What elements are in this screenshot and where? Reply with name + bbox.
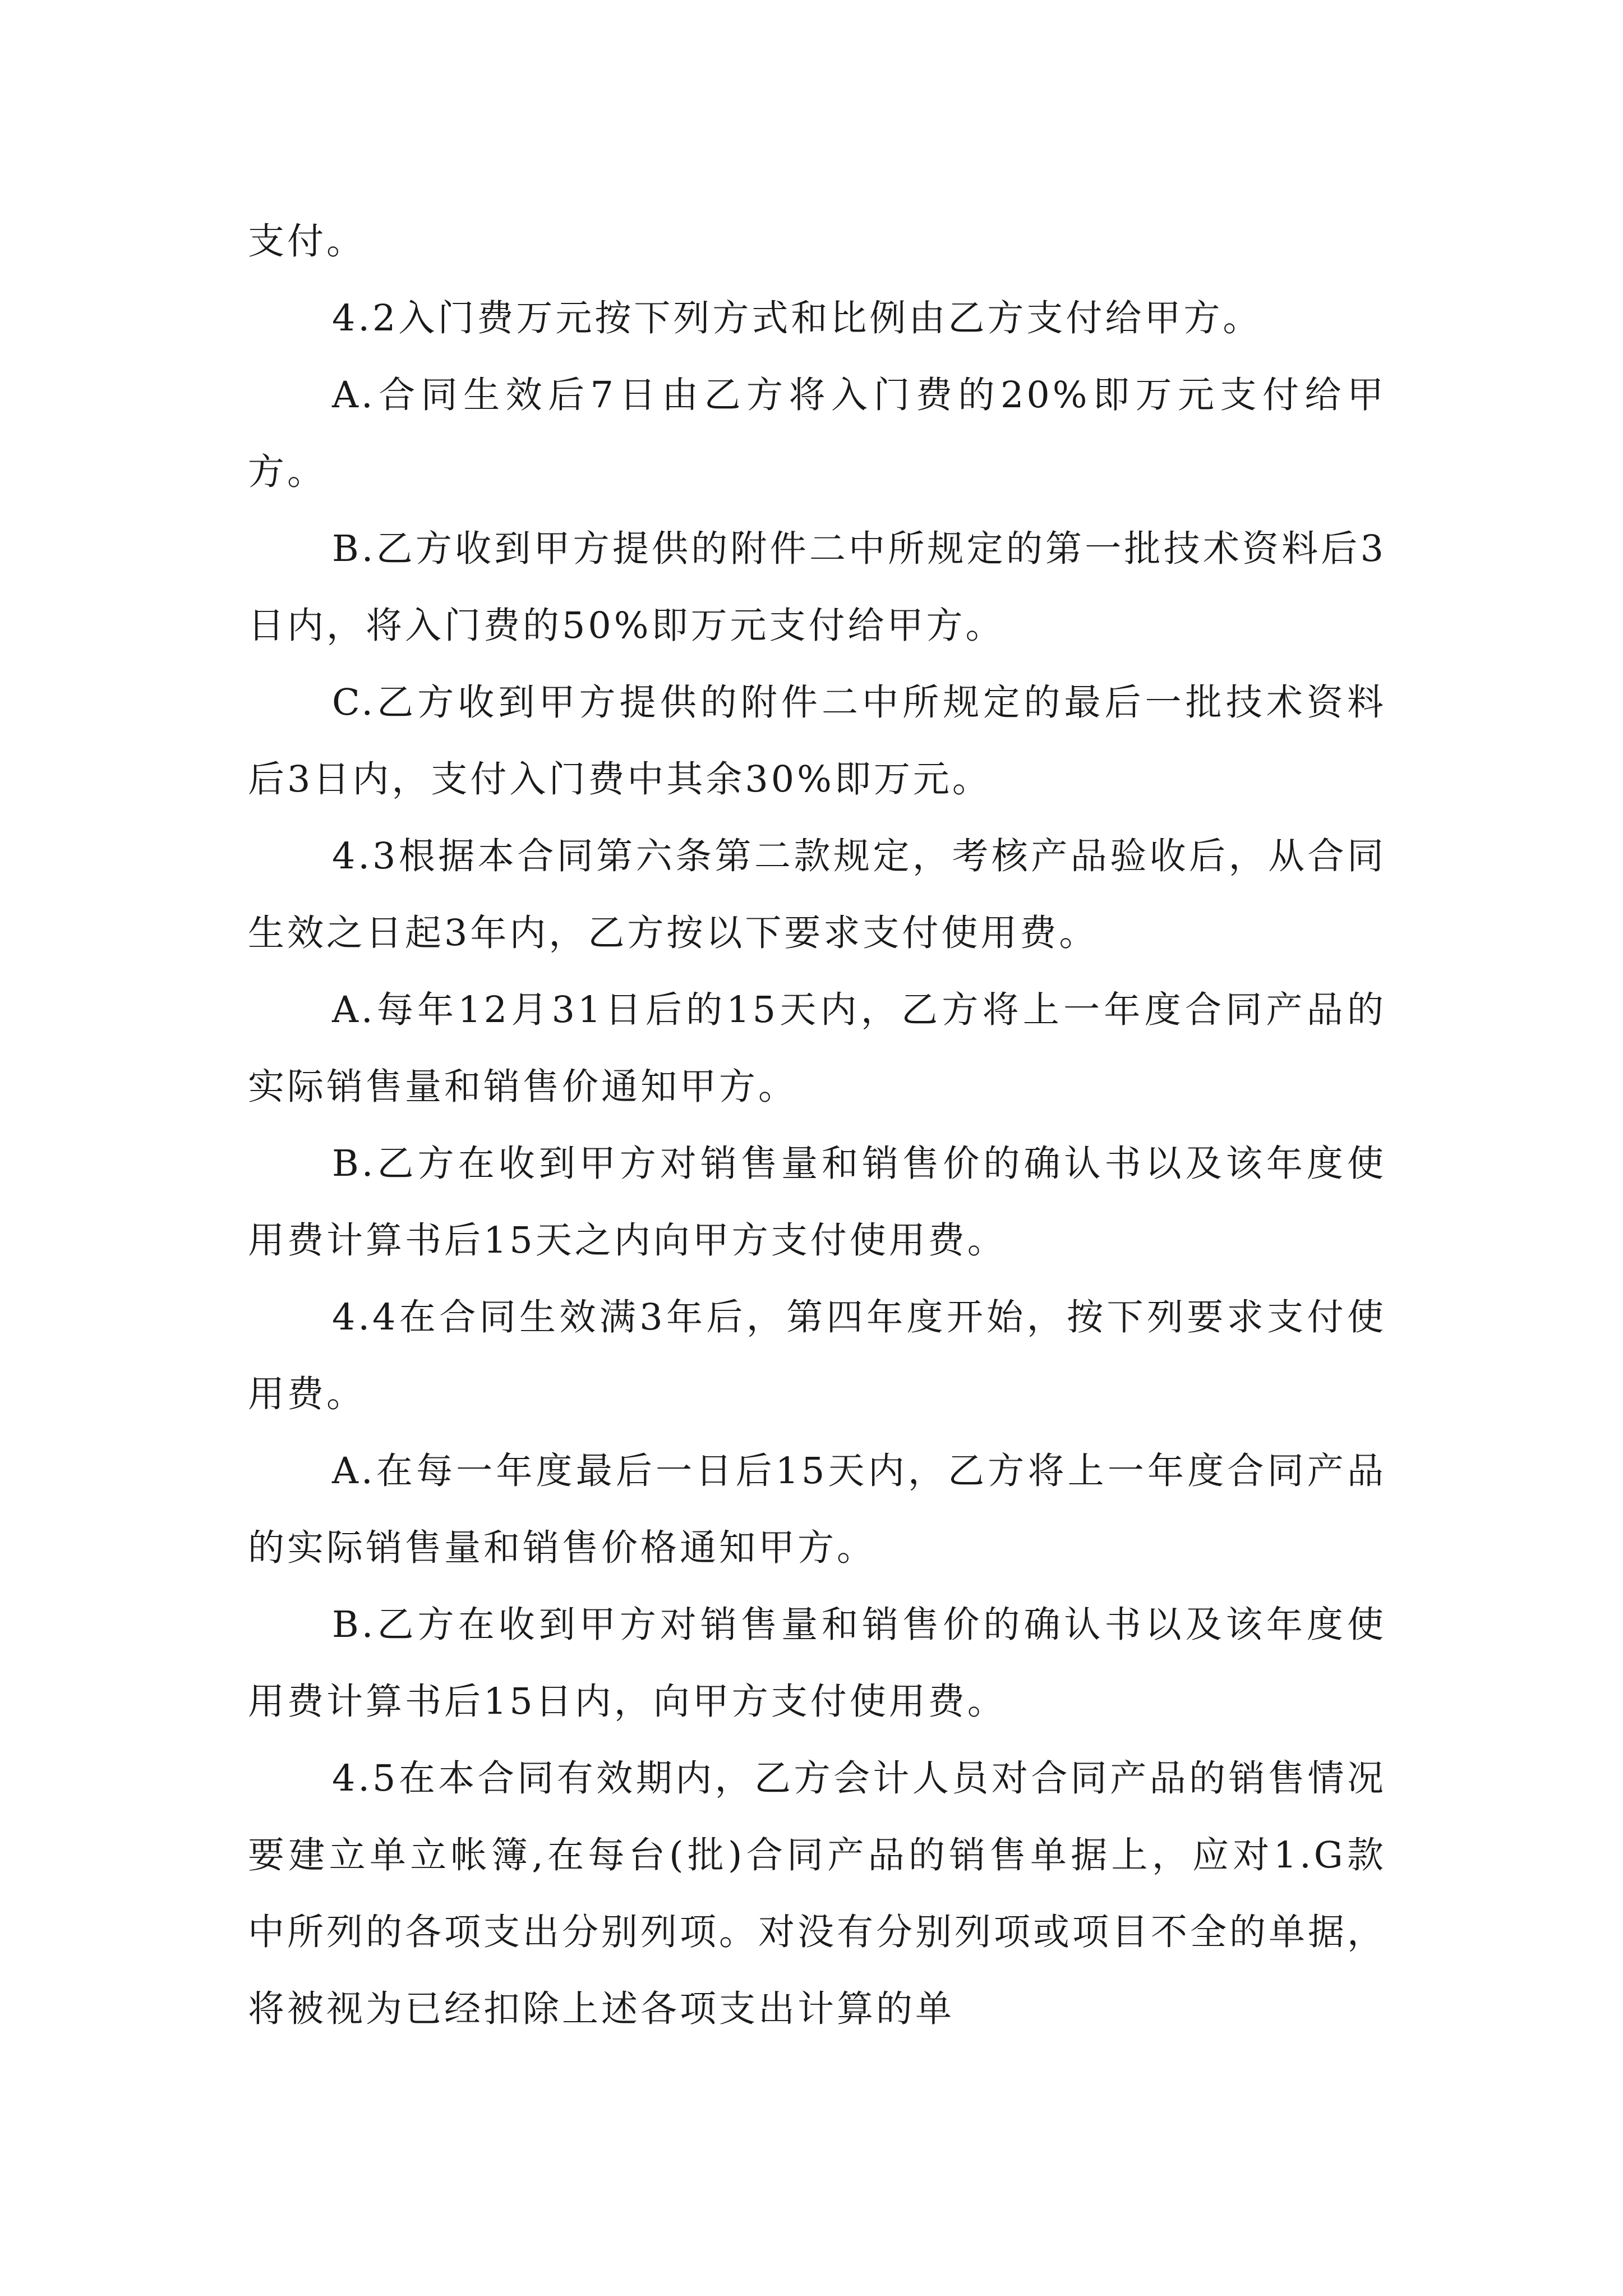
paragraph-4-4: 4.4在合同生效满3年后，第四年度开始，按下列要求支付使用费。 (248, 1296, 1386, 1415)
paragraph-4-2-b: B.乙方收到甲方提供的附件二中所规定的第一批技术资料后3日内，将入门费的50%即万元支付给甲方。 (248, 528, 1386, 647)
paragraph-4-2-c: C.乙方收到甲方提供的附件二中所规定的最后一批技术资料后3日内，支付入门费中其余30%即万元。 (248, 682, 1386, 800)
paragraph-4-3: 4.3根据本合同第六条第二款规定，考核产品验收后，从合同生效之日起3年内，乙方按以下要求支付使用费。 (248, 835, 1386, 954)
paragraph-payment-end: 支付。 (248, 220, 366, 263)
paragraph-4-5: 4.5在本合同有效期内，乙方会计人员对合同产品的销售情况要建立单立帐簿,在每台(批)合同产品的销售单据上，应对1.G款中所列的各项支出分别列项。对没有分别列项或项目不全的单据，将被视为已经扣除上述各项支出计算的单 (248, 1757, 1387, 2030)
paragraph-4-3-b: B.乙方在收到甲方对销售量和销售价的确认书以及该年度使用费计算书后15天之内向甲方支付使用费。 (248, 1143, 1386, 1262)
paragraph-4-4-a: A.在每一年度最后一日后15天内，乙方将上一年度合同产品的实际销售量和销售价格通知甲方。 (248, 1450, 1386, 1569)
paragraph-4-3-a: A.每年12月31日后的15天内，乙方将上一年度合同产品的实际销售量和销售价通知甲方。 (248, 989, 1386, 1108)
paragraph-4-2: 4.2入门费万元按下列方式和比例由乙方支付给甲方。 (332, 297, 1262, 339)
document-body (248, 203, 1386, 2047)
paragraph-4-4-b: B.乙方在收到甲方对销售量和销售价的确认书以及该年度使用费计算书后15日内，向甲方支付使用费。 (248, 1604, 1386, 1723)
paragraph-4-2-a: A.合同生效后7日由乙方将入门费的20%即万元支付给甲方。 (248, 374, 1386, 493)
